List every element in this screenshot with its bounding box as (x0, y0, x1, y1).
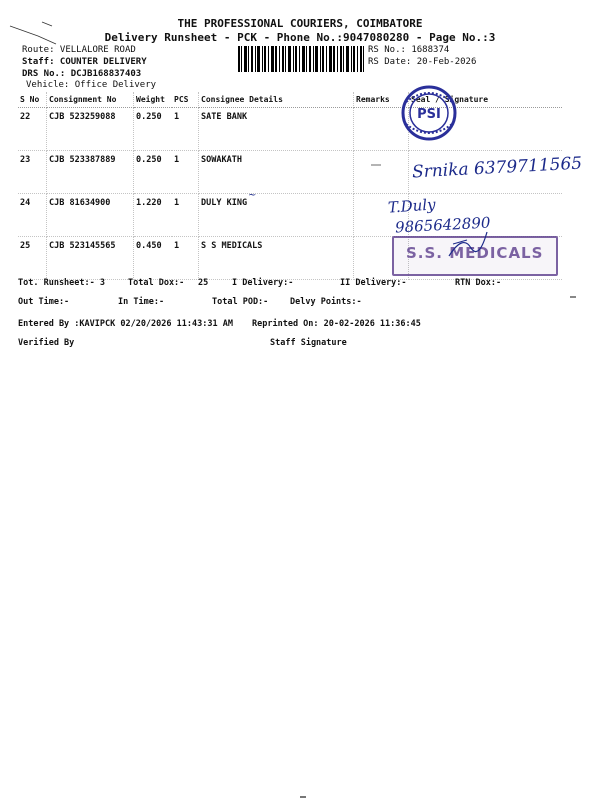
row-consignee: SOWAKATH (199, 151, 354, 194)
pen-tick-mark (370, 160, 382, 170)
i-delivery: I Delivery:- (232, 278, 294, 288)
barcode (238, 46, 364, 72)
table-header-row (18, 92, 562, 108)
row24-handwritten-phone: 9865642890 (394, 213, 491, 237)
row-consignment: CJB 81634900 (47, 194, 134, 237)
row-weight: 1.220 (134, 194, 173, 237)
ii-delivery: II Delivery:- (340, 278, 407, 288)
row-consignee: S S MEDICALS (199, 237, 354, 280)
row-pcs: 1 (172, 237, 199, 280)
staff-label: Staff: COUNTER DELIVERY (22, 57, 147, 67)
row-sno: 25 (18, 237, 47, 280)
row-consignee: SATE BANK (199, 108, 354, 151)
table-row (18, 108, 562, 151)
row-consignment: CJB 523145565 (47, 237, 134, 280)
col-consignee: Consignee Details (199, 92, 354, 108)
drs-number: DRS No.: DCJB168837403 (22, 69, 142, 79)
row-consignment: CJB 523259088 (47, 108, 134, 151)
total-pod: Total POD:- (212, 297, 269, 307)
rtn-dox: RTN Dox:- (455, 278, 502, 288)
col-pcs: PCS (172, 92, 199, 108)
company-seal-stamp (398, 82, 460, 144)
dash-mark (570, 296, 576, 298)
row-pcs: 1 (172, 108, 199, 151)
total-dox-label: Total Dox:- (128, 278, 185, 288)
entered-by: Entered By :KAVIPCK 02/20/2026 11:43:31 AM (18, 319, 233, 329)
seal-text: PSI (417, 107, 441, 122)
row-weight: 0.250 (134, 151, 173, 194)
reprinted-on: Reprinted On: 20-02-2026 11:36:45 (252, 319, 421, 329)
medicals-stamp-text: S.S. MEDICALS (406, 244, 544, 262)
row-consignment: CJB 523387889 (47, 151, 134, 194)
col-weight: Weight (134, 92, 173, 108)
row-sno: 23 (18, 151, 47, 194)
col-signature: Seal / Signature (409, 92, 563, 108)
pen-scribble-mark: ~ (248, 190, 257, 201)
staff-signature: Staff Signature (270, 338, 347, 348)
col-sno: S No (18, 92, 47, 108)
route-label: Route: VELLALORE ROAD (22, 45, 136, 55)
verified-by: Verified By (18, 338, 75, 348)
row-weight: 0.450 (134, 237, 173, 280)
bottom-stray-mark (300, 796, 306, 798)
row24-handwritten-name: T.Duly (387, 195, 437, 217)
row-weight: 0.250 (134, 108, 173, 151)
in-time: In Time:- (118, 297, 165, 307)
row-sno: 22 (18, 108, 47, 151)
rs-date: RS Date: 20-Feb-2026 (368, 57, 477, 67)
col-consignment: Consignment No (47, 92, 134, 108)
row23-handwritten-signature: Srnika 6379711565 (411, 153, 583, 183)
signature-over-stamp-mark (445, 226, 490, 266)
row-remarks (354, 151, 409, 194)
row-pcs: 1 (172, 194, 199, 237)
tot-runsheet: Tot. Runsheet:- 3 (18, 278, 105, 288)
total-dox-value: 25 (198, 278, 209, 288)
vehicle-label: Vehicle: Office Delivery (26, 80, 157, 90)
delvy-points: Delvy Points:- (290, 297, 362, 307)
company-title: THE PROFESSIONAL COURIERS, COIMBATORE (177, 17, 423, 30)
out-time: Out Time:- (18, 297, 70, 307)
corner-scribble-mark (8, 18, 58, 48)
runsheet-subtitle: Delivery Runsheet - PCK - Phone No.:9047080280 - Page No.:3 (104, 31, 496, 44)
rs-number: RS No.: 1688374 (368, 45, 450, 55)
row-pcs: 1 (172, 151, 199, 194)
col-remarks: Remarks (354, 92, 409, 108)
row-consignee: DULY KING (199, 194, 354, 237)
row-sno: 24 (18, 194, 47, 237)
